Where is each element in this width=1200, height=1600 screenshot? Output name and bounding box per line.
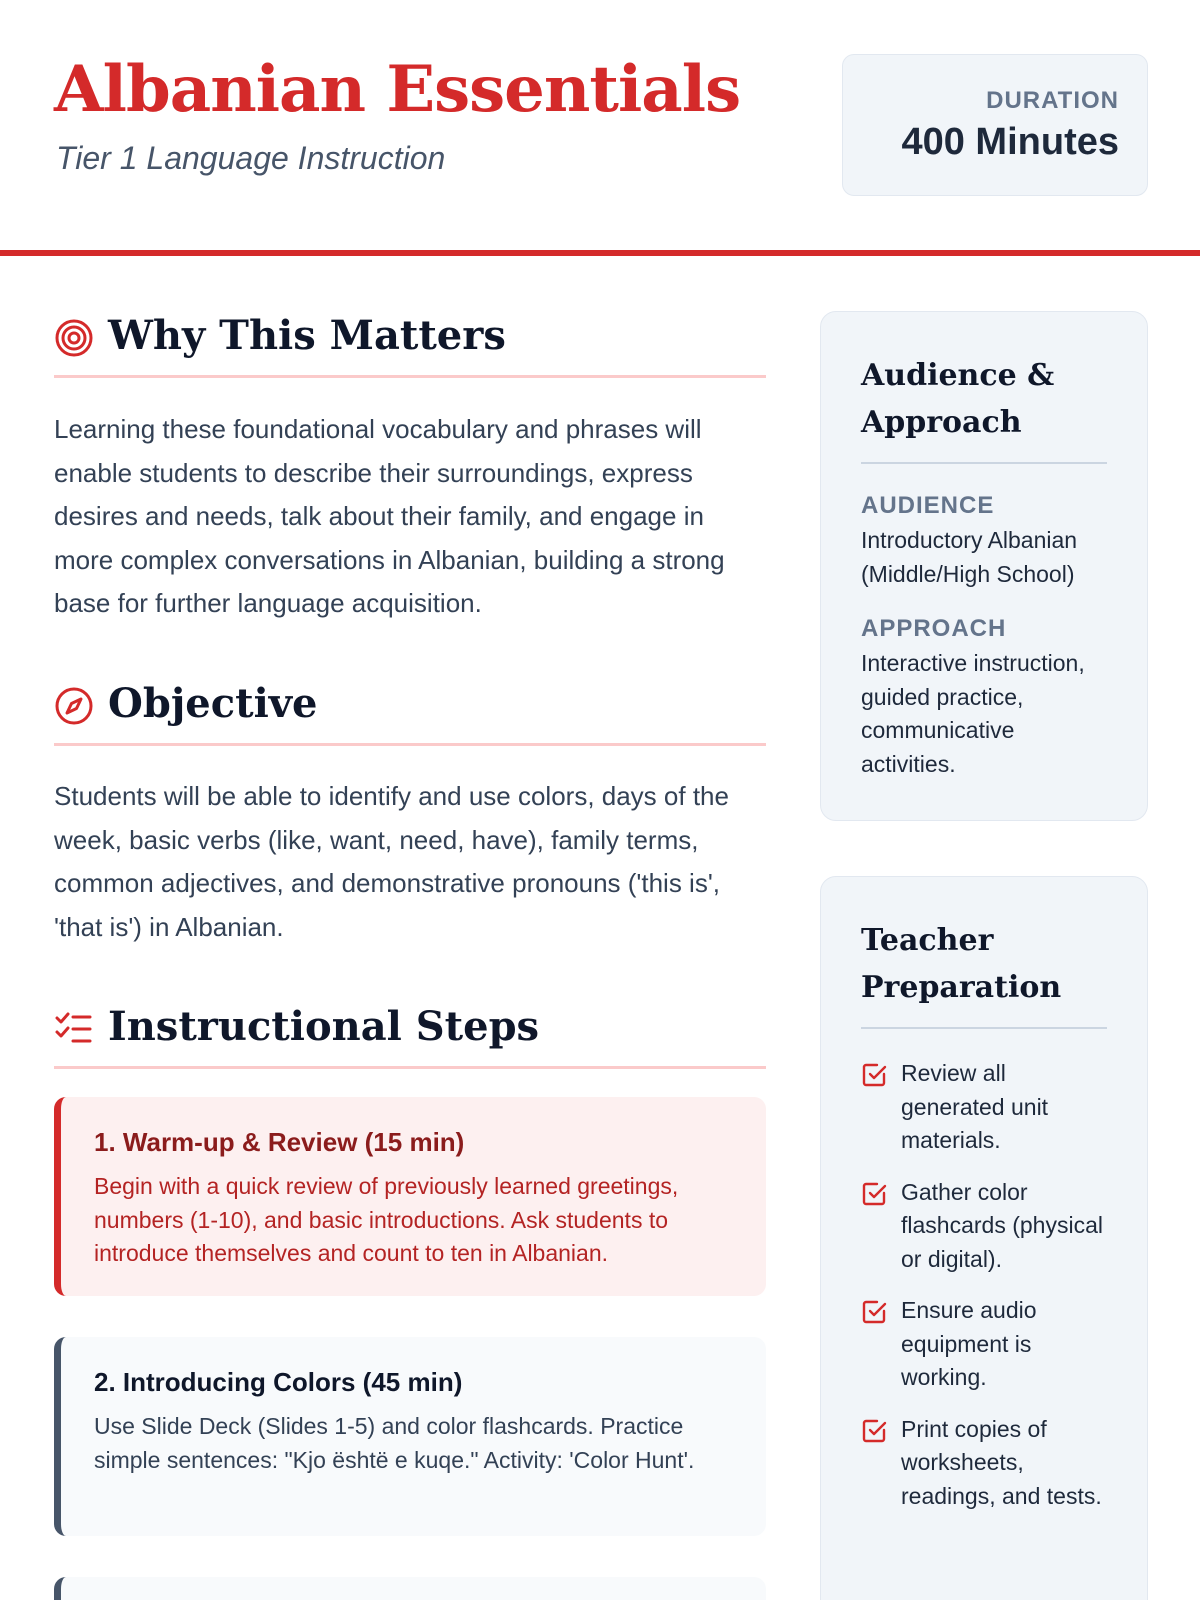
compass-icon bbox=[54, 686, 94, 726]
prep-item-text: Review all generated unit materials. bbox=[901, 1060, 1049, 1153]
checklist-icon bbox=[54, 1009, 94, 1049]
duration-label: DURATION bbox=[986, 87, 1119, 114]
steps-section-title: Instructional Steps bbox=[108, 1003, 540, 1050]
why-section-text: Learning these foundational vocabulary and phrases will enable students to describe their surroundings, express desires and needs, talk about their family, and engage in more complex conversations in Albanian, building a strong base for further language acquisition. bbox=[54, 414, 725, 618]
prep-item-text: Gather color flashcards (physical or digital). bbox=[901, 1178, 1103, 1272]
step-title: 1. Warm-up & Review (15 min) bbox=[94, 1127, 465, 1157]
page-title: Albanian Essentials bbox=[54, 52, 741, 127]
checkbox-checked-icon bbox=[861, 1181, 887, 1207]
objective-section-text: Students will be able to identify and use colors, days of the week, basic verbs (like, want, need, have), family terms, common adjectives, and demonstrative pronouns ('this is', 'that is') in Albanian. bbox=[54, 781, 729, 942]
prep-list-item bbox=[861, 1176, 1107, 1277]
objective-section-header bbox=[54, 680, 766, 746]
duration-card bbox=[842, 54, 1148, 196]
page-header bbox=[0, 0, 1200, 256]
audience-label: AUDIENCE bbox=[861, 492, 995, 519]
audience-text: Introductory Albanian (Middle/High School) bbox=[861, 527, 1078, 587]
prep-card-title: Teacher Preparation bbox=[861, 917, 1107, 1029]
step-card bbox=[54, 1577, 766, 1600]
duration-value: 400 Minutes bbox=[901, 121, 1119, 163]
audience-approach-card bbox=[820, 311, 1148, 821]
prep-list-item bbox=[861, 1294, 1107, 1395]
why-section-header bbox=[54, 312, 766, 378]
objective-section-title: Objective bbox=[108, 680, 318, 727]
checkbox-checked-icon bbox=[861, 1062, 887, 1088]
checkbox-checked-icon bbox=[861, 1299, 887, 1325]
step-text: Begin with a quick review of previously learned greetings, numbers (1-10), and basic introductions. Ask students to introduce themselves and count to ten in Albanian. bbox=[94, 1173, 679, 1266]
approach-label: APPROACH bbox=[861, 615, 1007, 642]
target-icon bbox=[54, 318, 94, 358]
teacher-prep-card bbox=[820, 876, 1148, 1600]
step-card bbox=[54, 1337, 766, 1536]
approach-text: Interactive instruction, guided practice, communicative activities. bbox=[861, 650, 1085, 777]
why-section-title: Why This Matters bbox=[108, 312, 506, 359]
prep-item-text: Ensure audio equipment is working. bbox=[901, 1297, 1037, 1390]
audience-card-title: Audience & Approach bbox=[861, 352, 1107, 464]
step-card bbox=[54, 1097, 766, 1296]
page-subtitle: Tier 1 Language Instruction bbox=[56, 140, 446, 176]
prep-item-text: Print copies of worksheets, readings, and tests. bbox=[901, 1415, 1102, 1509]
steps-section-header bbox=[54, 1003, 766, 1069]
checkbox-checked-icon bbox=[861, 1418, 887, 1444]
prep-list-item bbox=[861, 1413, 1107, 1514]
step-title: 2. Introducing Colors (45 min) bbox=[94, 1367, 463, 1397]
step-text: Use Slide Deck (Slides 1-5) and color flashcards. Practice simple sentences: "Kjo është e kuqe." Activity: 'Color Hunt'. bbox=[94, 1413, 695, 1473]
prep-list-item bbox=[861, 1057, 1107, 1158]
